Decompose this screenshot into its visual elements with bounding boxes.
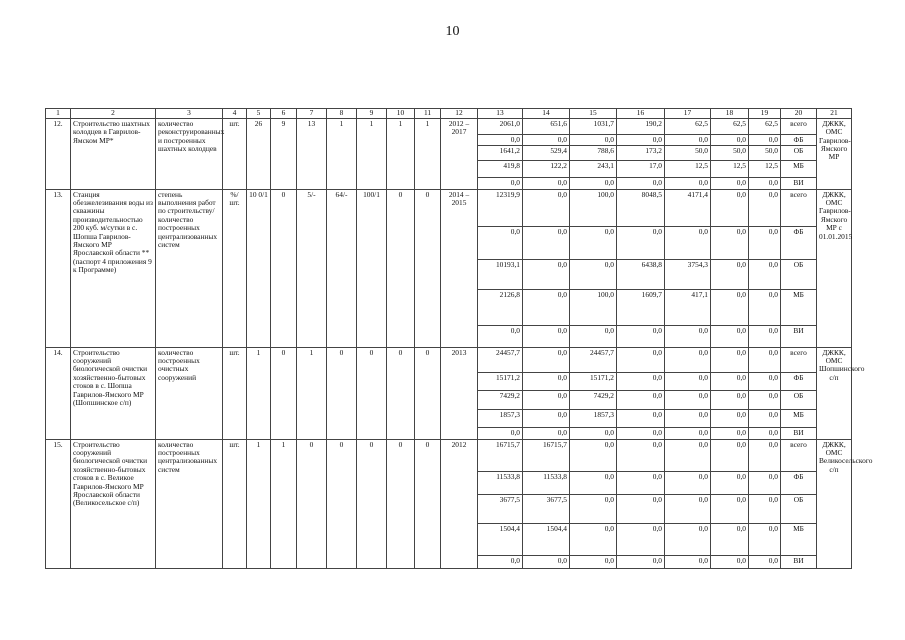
- funding-value: 0,0: [523, 289, 570, 325]
- program-table: [45, 108, 873, 569]
- funding-value: 0,0: [523, 325, 570, 347]
- indicator-value: 0: [357, 347, 387, 439]
- funding-value: 0,0: [570, 135, 617, 146]
- funding-value: 0,0: [523, 178, 570, 189]
- funding-value: 12,5: [665, 161, 711, 178]
- implementation-period: 2014 – 2015: [441, 189, 478, 347]
- funding-source: ФБ: [781, 226, 817, 259]
- indicator-value: 1: [247, 439, 271, 568]
- funding-value: 190,2: [617, 119, 665, 135]
- funding-value: 0,0: [617, 494, 665, 523]
- funding-value: 0,0: [523, 135, 570, 146]
- funding-value: 15171,2: [570, 372, 617, 390]
- indicator-value: 9: [271, 119, 297, 190]
- funding-value: 2126,8: [478, 289, 523, 325]
- funding-value: 7429,2: [570, 390, 617, 409]
- funding-source: МБ: [781, 409, 817, 427]
- funding-value: 788,6: [570, 146, 617, 161]
- funding-value: 0,0: [617, 135, 665, 146]
- funding-value: 0,0: [617, 523, 665, 555]
- indicator-value: 0: [327, 439, 357, 568]
- funding-value: 100,0: [570, 289, 617, 325]
- indicator-value: 0: [387, 439, 415, 568]
- funding-value: 0,0: [711, 471, 749, 494]
- funding-value: 0,0: [478, 325, 523, 347]
- column-number-header: 4: [223, 109, 247, 119]
- funding-value: 0,0: [665, 555, 711, 568]
- item-number: 14.: [46, 347, 71, 439]
- column-number-header: 12: [441, 109, 478, 119]
- indicator-value: 1: [387, 119, 415, 190]
- funding-value: 100,0: [570, 189, 617, 226]
- executor: ДЖКК, ОМС Гаврилов-Ямского МР: [817, 119, 852, 190]
- funding-source: всего: [781, 347, 817, 372]
- funding-value: 0,0: [523, 226, 570, 259]
- funding-value: 0,0: [570, 555, 617, 568]
- funding-value: 0,0: [570, 226, 617, 259]
- funding-value: 12319,9: [478, 189, 523, 226]
- funding-value: 0,0: [523, 347, 570, 372]
- funding-value: 0,0: [523, 427, 570, 439]
- funding-value: 0,0: [711, 347, 749, 372]
- unit-of-measure: шт.: [223, 439, 247, 568]
- implementation-period: 2012 – 2017: [441, 119, 478, 190]
- funding-value: 12,5: [749, 161, 781, 178]
- funding-value: 0,0: [523, 189, 570, 226]
- indicator-value: 0: [415, 347, 441, 439]
- funding-value: 0,0: [711, 189, 749, 226]
- funding-value: 0,0: [711, 523, 749, 555]
- column-number-header: 19: [749, 109, 781, 119]
- funding-value: 0,0: [749, 390, 781, 409]
- funding-value: 0,0: [749, 494, 781, 523]
- funding-value: 122,2: [523, 161, 570, 178]
- funding-value: 3754,3: [665, 259, 711, 289]
- funding-source: ВИ: [781, 178, 817, 189]
- funding-value: 173,2: [617, 146, 665, 161]
- funding-value: 0,0: [617, 390, 665, 409]
- funding-value: 0,0: [665, 135, 711, 146]
- page-number: 10: [445, 24, 460, 39]
- funding-value: 0,0: [749, 347, 781, 372]
- funding-value: 2061,0: [478, 119, 523, 135]
- indicator-value: 1: [357, 119, 387, 190]
- column-number-header: 6: [271, 109, 297, 119]
- funding-source: ФБ: [781, 135, 817, 146]
- funding-value: 0,0: [617, 439, 665, 471]
- column-number-header: 17: [665, 109, 711, 119]
- indicator-value: 0: [415, 189, 441, 347]
- funding-value: 1609,7: [617, 289, 665, 325]
- funding-source: ОБ: [781, 494, 817, 523]
- executor: ДЖКК, ОМС Шопшинского с/п: [817, 347, 852, 439]
- funding-value: 0,0: [570, 259, 617, 289]
- item-number: 12.: [46, 119, 71, 190]
- indicator-value: 1: [327, 119, 357, 190]
- funding-value: 0,0: [711, 289, 749, 325]
- indicator-value: 10 0/1: [247, 189, 271, 347]
- measure-name: Строительство сооружений биологической очистки хозяйственно-бытовых стоков в с. Шопша Гаврилов-Ямского МР (Шопшинское с/п): [71, 347, 156, 439]
- column-number-row: [46, 109, 852, 119]
- funding-value: 0,0: [617, 325, 665, 347]
- indicator-name: количество построенных очистных сооружений: [156, 347, 223, 439]
- funding-value: 0,0: [749, 289, 781, 325]
- funding-value: 16715,7: [478, 439, 523, 471]
- funding-value: 0,0: [617, 471, 665, 494]
- funding-value: 0,0: [617, 226, 665, 259]
- funding-value: 0,0: [617, 555, 665, 568]
- measure-name: Строительство шахтных колодцев в Гаврилов-Ямском МР*: [71, 119, 156, 190]
- funding-value: 0,0: [523, 409, 570, 427]
- funding-value: 0,0: [617, 409, 665, 427]
- funding-value: 17,0: [617, 161, 665, 178]
- funding-value: 0,0: [665, 372, 711, 390]
- column-number-header: 16: [617, 109, 665, 119]
- indicator-name: количество реконструированных и построенных шахтных колодцев: [156, 119, 223, 190]
- indicator-value: 0: [387, 347, 415, 439]
- funding-value: 0,0: [665, 523, 711, 555]
- indicator-value: 0: [271, 189, 297, 347]
- funding-value: 0,0: [749, 259, 781, 289]
- funding-value: 0,0: [749, 523, 781, 555]
- funding-value: 0,0: [711, 390, 749, 409]
- funding-source: всего: [781, 189, 817, 226]
- column-number-header: 1: [46, 109, 71, 119]
- funding-value: 24457,7: [478, 347, 523, 372]
- column-number-header: 20: [781, 109, 817, 119]
- funding-value: 11533,8: [523, 471, 570, 494]
- funding-value: 0,0: [749, 439, 781, 471]
- item-number: 13.: [46, 189, 71, 347]
- indicator-value: 1: [297, 347, 327, 439]
- funding-value: 0,0: [749, 555, 781, 568]
- funding-value: 0,0: [749, 189, 781, 226]
- table-row: [46, 189, 852, 226]
- funding-value: 50,0: [749, 146, 781, 161]
- indicator-value: 0: [327, 347, 357, 439]
- funding-value: 8048,5: [617, 189, 665, 226]
- funding-value: 0,0: [665, 390, 711, 409]
- funding-value: 0,0: [523, 390, 570, 409]
- indicator-value: 1: [247, 347, 271, 439]
- funding-value: 0,0: [570, 178, 617, 189]
- funding-value: 62,5: [665, 119, 711, 135]
- column-number-header: 2: [71, 109, 156, 119]
- funding-value: 1504,4: [478, 523, 523, 555]
- funding-value: 1857,3: [478, 409, 523, 427]
- funding-value: 1857,3: [570, 409, 617, 427]
- implementation-period: 2012: [441, 439, 478, 568]
- unit-of-measure: шт.: [223, 119, 247, 190]
- funding-value: 1641,2: [478, 146, 523, 161]
- column-number-header: 13: [478, 109, 523, 119]
- funding-value: 0,0: [711, 325, 749, 347]
- column-number-header: 11: [415, 109, 441, 119]
- funding-value: 4171,4: [665, 189, 711, 226]
- funding-source: ФБ: [781, 471, 817, 494]
- funding-value: 0,0: [665, 439, 711, 471]
- column-number-header: 3: [156, 109, 223, 119]
- funding-value: 0,0: [749, 471, 781, 494]
- funding-value: 0,0: [617, 178, 665, 189]
- indicator-value: 13: [297, 119, 327, 190]
- funding-source: МБ: [781, 523, 817, 555]
- unit-of-measure: %/ шт.: [223, 189, 247, 347]
- funding-value: 0,0: [570, 494, 617, 523]
- funding-value: 0,0: [711, 555, 749, 568]
- funding-value: 243,1: [570, 161, 617, 178]
- funding-value: 16715,7: [523, 439, 570, 471]
- funding-value: 0,0: [523, 555, 570, 568]
- funding-value: 10193,1: [478, 259, 523, 289]
- column-number-header: 14: [523, 109, 570, 119]
- funding-value: 417,1: [665, 289, 711, 325]
- funding-value: 0,0: [665, 494, 711, 523]
- funding-source: ВИ: [781, 325, 817, 347]
- indicator-value: 1: [271, 439, 297, 568]
- funding-value: 6438,8: [617, 259, 665, 289]
- funding-value: 24457,7: [570, 347, 617, 372]
- column-number-header: 8: [327, 109, 357, 119]
- funding-value: 0,0: [749, 409, 781, 427]
- funding-value: 0,0: [711, 427, 749, 439]
- funding-value: 0,0: [711, 135, 749, 146]
- table-row: [46, 439, 852, 471]
- funding-value: 0,0: [749, 372, 781, 390]
- indicator-value: 1: [415, 119, 441, 190]
- funding-value: 0,0: [478, 555, 523, 568]
- funding-source: всего: [781, 119, 817, 135]
- funding-value: 0,0: [749, 178, 781, 189]
- funding-value: 0,0: [570, 439, 617, 471]
- indicator-value: 26: [247, 119, 271, 190]
- funding-value: 0,0: [711, 178, 749, 189]
- indicator-value: 100/1: [357, 189, 387, 347]
- funding-value: 529,4: [523, 146, 570, 161]
- funding-value: 0,0: [749, 325, 781, 347]
- funding-value: 3677,5: [478, 494, 523, 523]
- funding-value: 0,0: [478, 135, 523, 146]
- indicator-value: 0: [357, 439, 387, 568]
- funding-value: 0,0: [570, 325, 617, 347]
- funding-value: 0,0: [478, 178, 523, 189]
- column-number-header: 21: [817, 109, 852, 119]
- measure-name: Станция обезжелезивания воды из скважины производительностью 200 куб. м/сутки в с. Шопша Гаврилов-Ямского МР Ярославской области ** (паспорт 4 приложения 9 к Программе): [71, 189, 156, 347]
- funding-value: 50,0: [711, 146, 749, 161]
- indicator-value: 5/-: [297, 189, 327, 347]
- indicator-value: 0: [271, 347, 297, 439]
- column-number-header: 15: [570, 109, 617, 119]
- funding-value: 11533,8: [478, 471, 523, 494]
- indicator-value: 0: [297, 439, 327, 568]
- funding-value: 0,0: [711, 494, 749, 523]
- funding-value: 0,0: [711, 409, 749, 427]
- indicator-name: количество построенных централизованных систем: [156, 439, 223, 568]
- column-number-header: 7: [297, 109, 327, 119]
- funding-value: 0,0: [665, 325, 711, 347]
- funding-value: 0,0: [711, 372, 749, 390]
- indicator-value: 0: [415, 439, 441, 568]
- funding-value: 7429,2: [478, 390, 523, 409]
- funding-value: 0,0: [478, 226, 523, 259]
- column-number-header: 18: [711, 109, 749, 119]
- funding-value: 0,0: [617, 347, 665, 372]
- table-row: [46, 119, 852, 135]
- funding-value: 0,0: [749, 135, 781, 146]
- funding-source: ФБ: [781, 372, 817, 390]
- funding-value: 0,0: [665, 427, 711, 439]
- funding-value: 0,0: [711, 226, 749, 259]
- column-number-header: 10: [387, 109, 415, 119]
- funding-source: ВИ: [781, 555, 817, 568]
- table-row: [46, 347, 852, 372]
- funding-value: 0,0: [749, 226, 781, 259]
- executor: ДЖКК, ОМС Великосельского с/п: [817, 439, 852, 568]
- funding-value: 0,0: [665, 409, 711, 427]
- funding-value: 1504,4: [523, 523, 570, 555]
- funding-value: 15171,2: [478, 372, 523, 390]
- funding-value: 62,5: [749, 119, 781, 135]
- funding-value: 0,0: [478, 427, 523, 439]
- indicator-name: степень выполнения работ по строительству/ количество построенных централизованных систем: [156, 189, 223, 347]
- executor: ДЖКК, ОМС Гаврилов-Ямского МР с 01.01.2015: [817, 189, 852, 347]
- funding-value: 62,5: [711, 119, 749, 135]
- indicator-value: 64/-: [327, 189, 357, 347]
- funding-value: 0,0: [617, 427, 665, 439]
- funding-value: 0,0: [665, 226, 711, 259]
- funding-value: 3677,5: [523, 494, 570, 523]
- funding-value: 12,5: [711, 161, 749, 178]
- indicator-value: 0: [387, 189, 415, 347]
- implementation-period: 2013: [441, 347, 478, 439]
- funding-value: 0,0: [523, 372, 570, 390]
- funding-value: 0,0: [665, 471, 711, 494]
- funding-source: ОБ: [781, 390, 817, 409]
- funding-value: 0,0: [617, 372, 665, 390]
- funding-value: 0,0: [570, 471, 617, 494]
- funding-source: МБ: [781, 289, 817, 325]
- funding-value: 1031,7: [570, 119, 617, 135]
- unit-of-measure: шт.: [223, 347, 247, 439]
- funding-source: всего: [781, 439, 817, 471]
- funding-source: МБ: [781, 161, 817, 178]
- funding-value: 0,0: [665, 347, 711, 372]
- funding-value: 0,0: [749, 427, 781, 439]
- funding-value: 419,8: [478, 161, 523, 178]
- funding-value: 0,0: [570, 427, 617, 439]
- column-number-header: 9: [357, 109, 387, 119]
- funding-source: ОБ: [781, 146, 817, 161]
- funding-source: ВИ: [781, 427, 817, 439]
- funding-value: 0,0: [711, 439, 749, 471]
- funding-value: 0,0: [665, 178, 711, 189]
- funding-value: 0,0: [570, 523, 617, 555]
- item-number: 15.: [46, 439, 71, 568]
- funding-value: 50,0: [665, 146, 711, 161]
- funding-value: 0,0: [523, 259, 570, 289]
- funding-value: 651,6: [523, 119, 570, 135]
- column-number-header: 5: [247, 109, 271, 119]
- funding-value: 0,0: [711, 259, 749, 289]
- measure-name: Строительство сооружений биологической очистки хозяйственно-бытовых стоков в с. Великое Гаврилов-Ямского МР Ярославской области (Великосельское с/п): [71, 439, 156, 568]
- funding-source: ОБ: [781, 259, 817, 289]
